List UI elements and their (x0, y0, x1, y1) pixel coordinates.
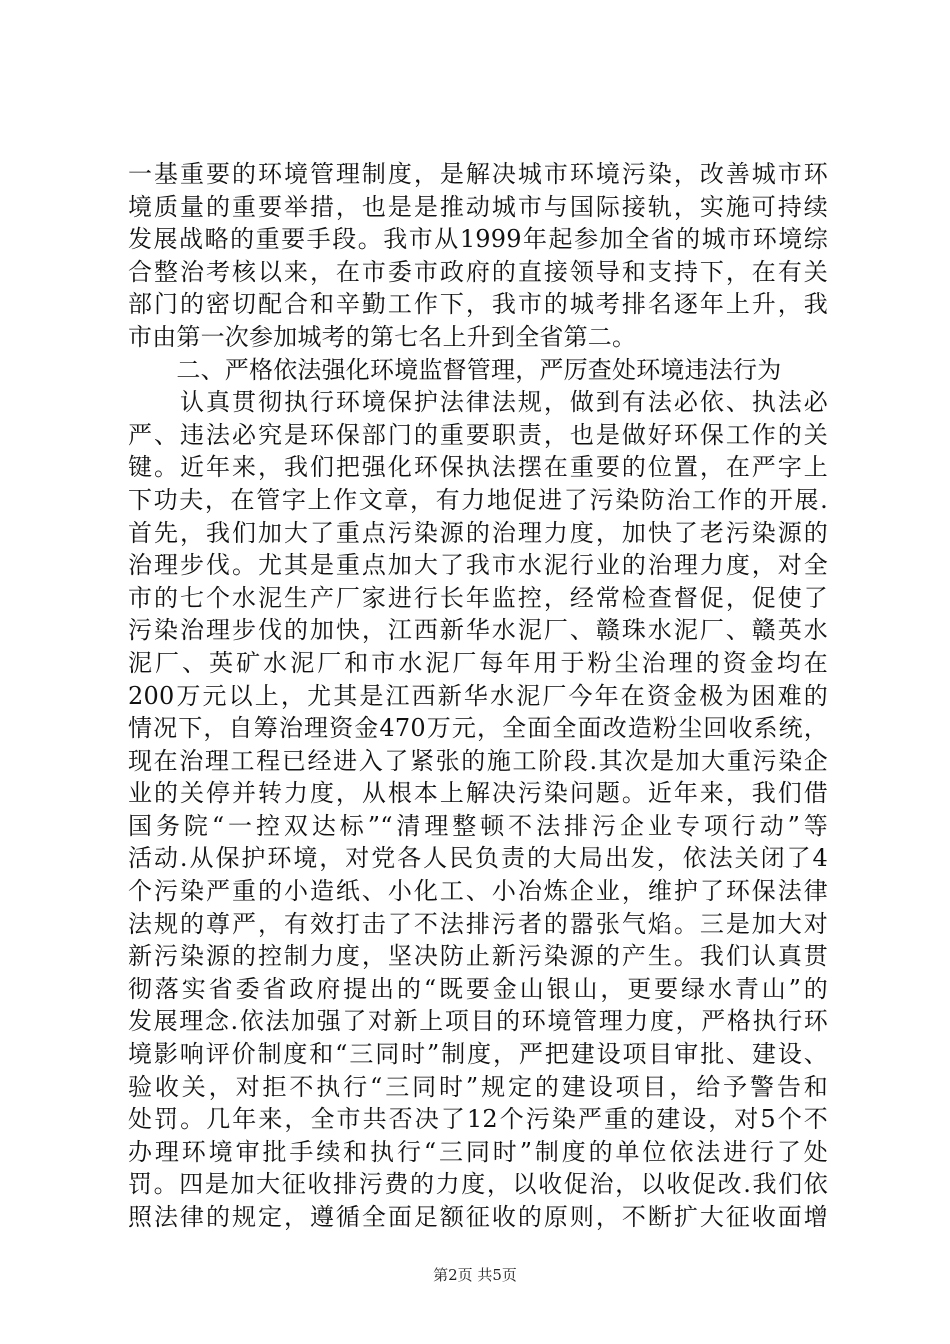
text-line: 200万元以上，尤其是江西新华水泥厂今年在资金极为困难的 (128, 681, 828, 710)
text-line: 新污染源的控制力度，坚决防止新污染源的产生。我们认真贯 (128, 942, 828, 971)
text-line: 治理步伐。尤其是重点加大了我市水泥行业的治理力度，对全 (128, 551, 828, 580)
text-line: 照法律的规定，遵循全面足额征收的原则，不断扩大征收面增 (128, 1203, 828, 1231)
document-body (128, 158, 828, 1234)
page-footer: 第2页 共5页 (433, 1266, 517, 1284)
text-line: 情况下，自筹治理资金470万元，全面全面改造粉尘回收系统， (128, 714, 828, 743)
text-line: 污染治理步伐的加快，江西新华水泥厂、赣珠水泥厂、赣英水 (128, 616, 828, 645)
text-line: 市的七个水泥生产厂家进行长年监控，经常检查督促，促使了 (128, 583, 828, 612)
text-line: 罚。四是加大征收排污费的力度，以收促治，以收促改.我们依 (128, 1170, 828, 1199)
text-line: 认真贯彻执行环境保护法律法规，做到有法必依、执法必 (128, 388, 828, 417)
text-line: 办理环境审批手续和执行“三同时”制度的单位依法进行了处 (128, 1137, 828, 1166)
text-line: 国务院“一控双达标”“清理整顿不法排污企业专项行动”等 (128, 811, 828, 840)
text-line: 一基重要的环境管理制度，是解决城市环境污染，改善城市环 (128, 160, 828, 188)
text-line: 市由第一次参加城考的第七名上升到全省第二。 (128, 322, 637, 351)
text-line: 验收关，对拒不执行“三同时”规定的建设项目，给予警告和 (128, 1072, 828, 1101)
text-line: 发展理念.依法加强了对新上项目的环境管理力度，严格执行环 (128, 1007, 828, 1036)
text-line: 现在治理工程已经进入了紧张的施工阶段.其次是加大重污染企 (128, 746, 828, 775)
text-line: 活动.从保护环境，对党各人民负责的大局出发，依法关闭了4 (128, 844, 828, 873)
text-line: 首先，我们加大了重点污染源的治理力度，加快了老污染源的 (128, 518, 828, 547)
text-line: 键。近年来，我们把强化环保执法摆在重要的位置，在严字上 (128, 453, 828, 482)
text-line: 下功夫，在管字上作文章，有力地促进了污染防治工作的开展. (128, 485, 828, 514)
text-line: 境影响评价制度和“三同时”制度，严把建设项目审批、建设、 (128, 1040, 828, 1069)
text-line: 个污染严重的小造纸、小化工、小冶炼企业，维护了环保法律 (128, 877, 828, 906)
text-line: 合整治考核以来，在市委市政府的直接领导和支持下，在有关 (128, 257, 828, 286)
text-line: 严、违法必究是环保部门的重要职责，也是做好环保工作的关 (128, 420, 828, 449)
text-line: 部门的密切配合和辛勤工作下，我市的城考排名逐年上升，我 (128, 290, 828, 319)
text-line: 处罚。几年来，全市共否决了12个污染严重的建设，对5个不 (128, 1105, 828, 1134)
text-line: 发展战略的重要手段。我市从1999年起参加全省的城市环境综 (128, 225, 828, 254)
text-line: 法规的尊严，有效打击了不法排污者的嚣张气焰。三是加大对 (128, 909, 828, 938)
text-line: 二、严格依法强化环境监督管理，严厉查处环境违法行为 (128, 355, 782, 384)
text-line: 彻落实省委省政府提出的“既要金山银山，更要绿水青山”的 (128, 974, 828, 1003)
text-line: 业的关停并转力度，从根本上解决污染问题。近年来，我们借 (128, 779, 828, 808)
text-line: 境质量的重要举措，也是是推动城市与国际接轨，实施可持续 (128, 192, 828, 221)
text-line: 泥厂、英矿水泥厂和市水泥厂每年用于粉尘治理的资金均在 (128, 648, 828, 677)
